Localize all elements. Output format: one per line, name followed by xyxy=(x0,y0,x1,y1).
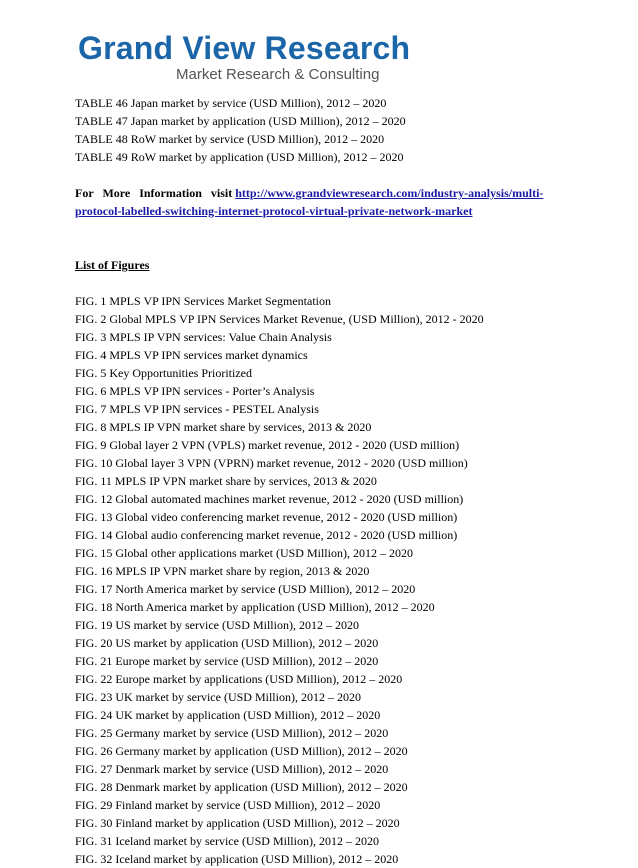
figure-entry: FIG. 12 Global automated machines market revenue, 2012 - 2020 (USD million) xyxy=(75,492,464,506)
figure-entry: FIG. 18 North America market by application (USD Million), 2012 – 2020 xyxy=(75,600,435,614)
figure-entry: FIG. 5 Key Opportunities Prioritized xyxy=(75,366,252,380)
table-entry: TABLE 46 Japan market by service (USD Million), 2012 – 2020 xyxy=(75,96,387,110)
figure-entry: FIG. 31 Iceland market by service (USD Million), 2012 – 2020 xyxy=(75,834,379,848)
figure-entry: FIG. 2 Global MPLS VP IPN Services Market Revenue, (USD Million), 2012 - 2020 xyxy=(75,312,484,326)
more-info-label: For More Information visit xyxy=(75,186,233,200)
figure-entry: FIG. 32 Iceland market by application (USD Million), 2012 – 2020 xyxy=(75,852,399,866)
figure-entry: FIG. 21 Europe market by service (USD Million), 2012 – 2020 xyxy=(75,654,379,668)
figure-entry: FIG. 14 Global audio conferencing market revenue, 2012 - 2020 (USD million) xyxy=(75,528,458,542)
logo-tagline: Market Research & Consulting xyxy=(176,66,380,83)
figure-entry: FIG. 13 Global video conferencing market revenue, 2012 - 2020 (USD million) xyxy=(75,510,458,524)
figure-entry: FIG. 15 Global other applications market (USD Million), 2012 – 2020 xyxy=(75,546,413,560)
figure-entry: FIG. 1 MPLS VP IPN Services Market Segmentation xyxy=(75,294,331,308)
figure-entry: FIG. 7 MPLS VP IPN services - PESTEL Analysis xyxy=(75,402,319,416)
table-entry: TABLE 48 RoW market by service (USD Million), 2012 – 2020 xyxy=(75,132,385,146)
figures-section-title: List of Figures xyxy=(75,258,150,272)
figure-entry: FIG. 28 Denmark market by application (USD Million), 2012 – 2020 xyxy=(75,780,408,794)
figure-entry: FIG. 3 MPLS IP VPN services: Value Chain Analysis xyxy=(75,330,332,344)
figure-entry: FIG. 9 Global layer 2 VPN (VPLS) market revenue, 2012 - 2020 (USD million) xyxy=(75,438,460,452)
figure-entry: FIG. 16 MPLS IP VPN market share by region, 2013 & 2020 xyxy=(75,564,370,578)
figure-entry: FIG. 22 Europe market by applications (USD Million), 2012 – 2020 xyxy=(75,672,403,686)
more-info-paragraph xyxy=(75,184,555,220)
figure-entry: FIG. 8 MPLS IP VPN market share by services, 2013 & 2020 xyxy=(75,420,372,434)
figure-entry: FIG. 20 US market by application (USD Million), 2012 – 2020 xyxy=(75,636,379,650)
figure-entry: FIG. 23 UK market by service (USD Million), 2012 – 2020 xyxy=(75,690,361,704)
figure-entry: FIG. 30 Finland market by application (USD Million), 2012 – 2020 xyxy=(75,816,400,830)
figure-entry: FIG. 11 MPLS IP VPN market share by services, 2013 & 2020 xyxy=(75,474,377,488)
company-logo xyxy=(78,30,411,86)
document-body xyxy=(75,94,555,868)
figure-entry: FIG. 19 US market by service (USD Million), 2012 – 2020 xyxy=(75,618,359,632)
table-list xyxy=(75,94,555,166)
figure-entry: FIG. 25 Germany market by service (USD Million), 2012 – 2020 xyxy=(75,726,389,740)
figure-entry: FIG. 10 Global layer 3 VPN (VPRN) market revenue, 2012 - 2020 (USD million) xyxy=(75,456,468,470)
figure-list xyxy=(75,292,555,868)
report-link-continued[interactable]: protocol-labelled-switching-internet-protocol-virtual-private-network-market xyxy=(75,204,473,218)
figure-entry: FIG. 29 Finland market by service (USD Million), 2012 – 2020 xyxy=(75,798,381,812)
table-entry: TABLE 47 Japan market by application (USD Million), 2012 – 2020 xyxy=(75,114,406,128)
figure-entry: FIG. 24 UK market by application (USD Million), 2012 – 2020 xyxy=(75,708,381,722)
figure-entry: FIG. 26 Germany market by application (USD Million), 2012 – 2020 xyxy=(75,744,408,758)
report-link[interactable]: http://www.grandviewresearch.com/industry-analysis/multi- xyxy=(235,186,544,200)
figure-entry: FIG. 17 North America market by service (USD Million), 2012 – 2020 xyxy=(75,582,416,596)
figure-entry: FIG. 6 MPLS VP IPN services - Porter’s Analysis xyxy=(75,384,315,398)
table-entry: TABLE 49 RoW market by application (USD Million), 2012 – 2020 xyxy=(75,150,404,164)
logo-brand-name: Grand View Research xyxy=(78,30,411,66)
figure-entry: FIG. 27 Denmark market by service (USD Million), 2012 – 2020 xyxy=(75,762,389,776)
figure-entry: FIG. 4 MPLS VP IPN services market dynamics xyxy=(75,348,308,362)
